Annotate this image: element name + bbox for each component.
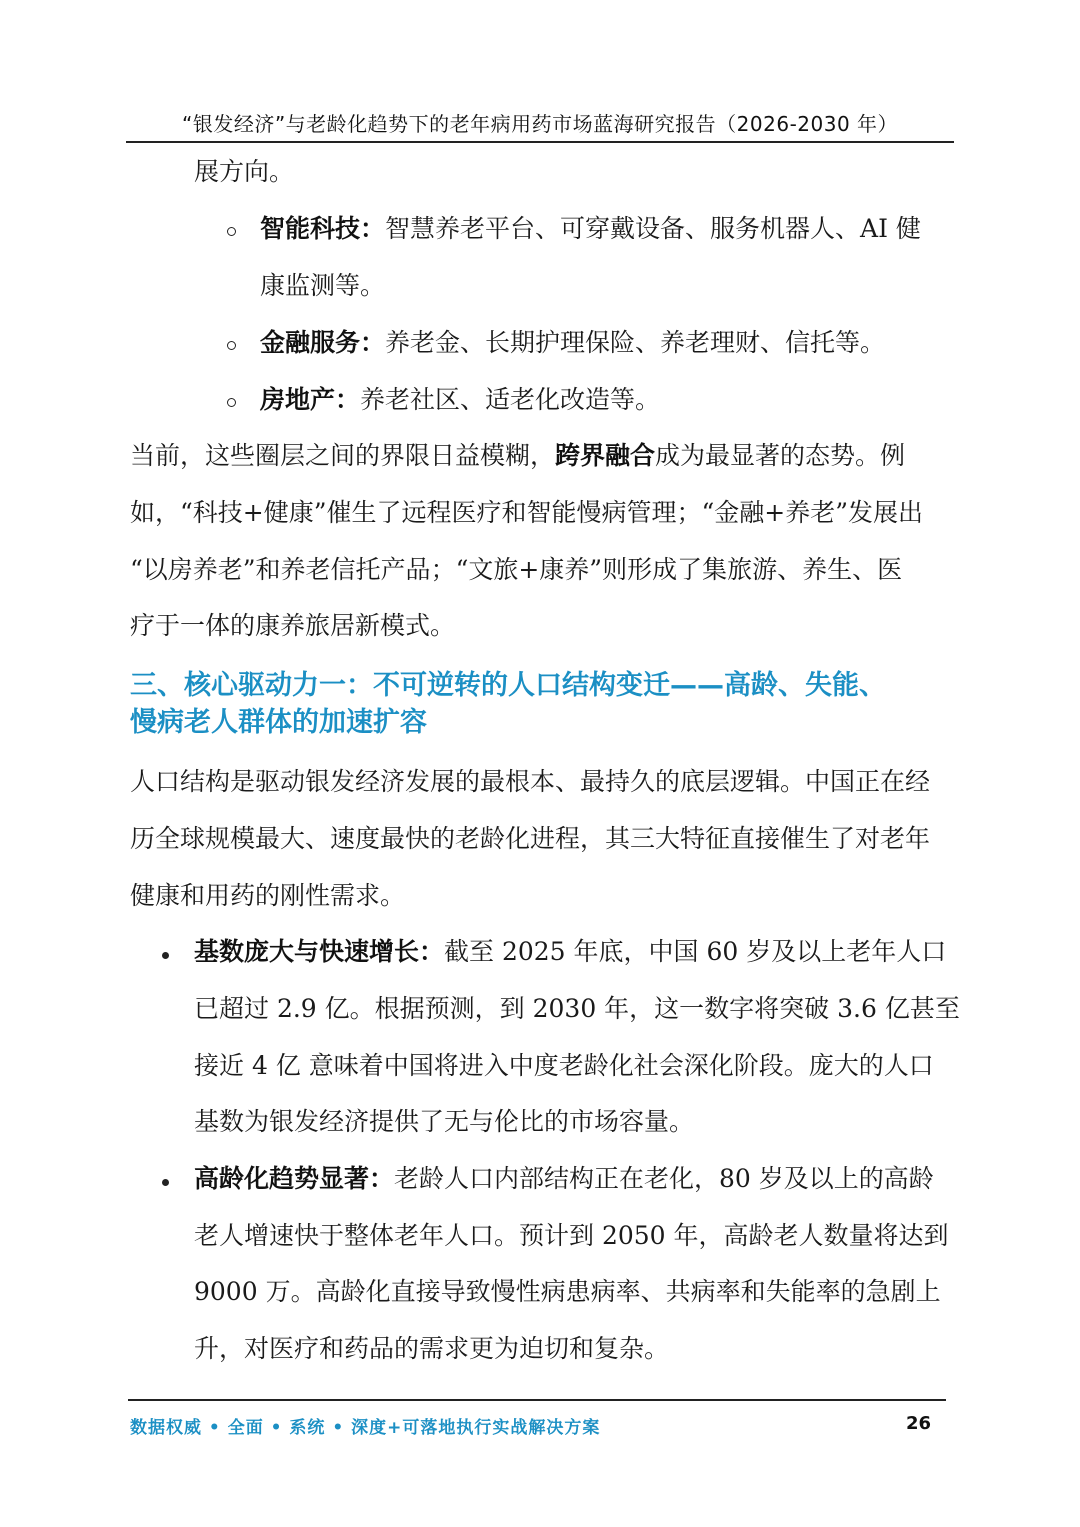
text-span: 当前，这些圈层之间的界限日益模糊， (130, 441, 556, 470)
header-divider (126, 141, 954, 143)
section-heading: 三、核心驱动力一：不可逆转的人口结构变迁——高龄、失能、 (130, 670, 886, 701)
sub-item-smart-tech (260, 212, 921, 246)
bullet-term: 高龄化趋势显著： (194, 1164, 395, 1193)
bullet-term: 基数庞大与快速增长： (194, 937, 445, 966)
bullet-continuation: 已超过 2.9 亿。根据预测，到 2030 年，这一数字将突破 3.6 亿甚至 (194, 994, 960, 1023)
paragraph-line: 人口结构是驱动银发经济发展的最根本、最持久的底层逻辑。中国正在经 (130, 767, 931, 796)
sub-item-finance (260, 326, 885, 360)
sub-item-text: 养老社区、适老化改造等。 (360, 385, 661, 414)
sub-item-term: 智能科技： (260, 214, 386, 243)
paragraph-line (130, 439, 905, 473)
section-heading-continuation: 慢病老人群体的加速扩容 (130, 707, 427, 738)
bullet-continuation: 升，对医疗和药品的需求更为迫切和复杂。 (194, 1334, 670, 1363)
bullet-dot-icon (162, 1179, 169, 1186)
hollow-bullet-icon (227, 398, 236, 407)
sub-item-text: 智慧养老平台、可穿戴设备、服务机器人、AI 健 (385, 214, 921, 243)
paragraph-line: 健康和用药的刚性需求。 (130, 881, 406, 910)
sub-item-term: 房地产： (260, 385, 361, 414)
footer-tagline: 数据权威 • 全面 • 系统 • 深度+可落地执行实战解决方案 (130, 1418, 601, 1438)
continued-text: 展方向。 (194, 157, 295, 186)
text-span: 成为最显著的态势。例 (655, 441, 906, 470)
bullet-continuation: 老人增速快于整体老年人口。预计到 2050 年，高龄老人数量将达到 (194, 1221, 949, 1250)
bullet-text: 截至 2025 年底，中国 60 岁及以上老年人口 (444, 937, 947, 966)
paragraph-line: 疗于一体的康养旅居新模式。 (130, 611, 456, 640)
bullet-continuation: 接近 4 亿 意味着中国将进入中度老龄化社会深化阶段。庞大的人口 (194, 1051, 934, 1080)
bullet-continuation: 9000 万。高龄化直接导致慢性病患病率、共病率和失能率的急剧上 (194, 1277, 941, 1306)
sub-item-real-estate (260, 383, 660, 417)
footer-divider (128, 1399, 946, 1401)
bullet-item-base-growth (194, 935, 946, 969)
sub-item-text: 养老金、长期护理保险、养老理财、信托等。 (385, 328, 886, 357)
bullet-text: 老龄人口内部结构正在老化，80 岁及以上的高龄 (394, 1164, 934, 1193)
paragraph-line: “以房养老”和养老信托产品；“文旅+康养”则形成了集旅游、养生、医 (130, 555, 903, 584)
sub-item-smart-tech-continuation: 康监测等。 (260, 271, 386, 300)
page-number: 26 (906, 1413, 932, 1434)
hollow-bullet-icon (227, 341, 236, 350)
paragraph-line: 如，“科技+健康”催生了远程医疗和智能慢病管理；“金融+养老”发展出 (130, 498, 924, 527)
bullet-continuation: 基数为银发经济提供了无与伦比的市场容量。 (194, 1107, 695, 1136)
bullet-item-aging-trend (194, 1162, 934, 1196)
hollow-bullet-icon (227, 227, 236, 236)
sub-item-term: 金融服务： (260, 328, 386, 357)
bullet-dot-icon (162, 952, 169, 959)
running-header-title: “银发经济”与老龄化趋势下的老年病用药市场蓝海研究报告（2026-2030 年） (181, 112, 899, 136)
bold-emphasis: 跨界融合 (555, 441, 656, 470)
paragraph-line: 历全球规模最大、速度最快的老龄化进程，其三大特征直接催生了对老年 (130, 824, 931, 853)
